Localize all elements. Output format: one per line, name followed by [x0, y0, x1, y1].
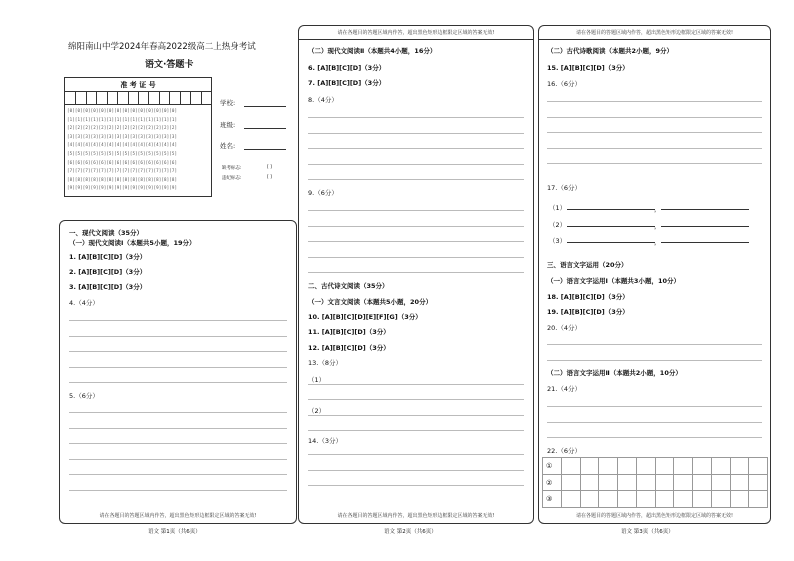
question-17: 17.（6分） [547, 184, 581, 192]
blank-3-label: （3） [549, 237, 567, 245]
grid-cell[interactable] [561, 457, 581, 475]
question-5: 5.（6分） [69, 392, 99, 400]
answer-line[interactable] [308, 133, 524, 134]
grid-cell[interactable] [748, 457, 768, 475]
answer-line[interactable] [547, 101, 762, 102]
grid-row-label: ② [542, 474, 562, 492]
question-11[interactable]: 11. [A][B][C][D]（3分） [308, 328, 390, 336]
grid-cell[interactable] [692, 474, 712, 492]
grid-cell[interactable] [598, 490, 618, 508]
answer-line[interactable] [69, 367, 287, 368]
section-language: 三、语言文字运用（20分） [547, 261, 628, 269]
question-18[interactable]: 18. [A][B][C][D]（3分） [547, 293, 629, 301]
admit-number-label: 准 考 证 号 [120, 81, 156, 89]
sub-poetry-reading: （二）古代诗歌阅读（本题共2小题，9分） [547, 47, 674, 55]
grid-cell[interactable] [655, 474, 675, 492]
grid-cell[interactable] [748, 490, 768, 508]
section-modern-reading: 一、现代文阅读（35分） [69, 229, 144, 237]
violation-mark-label: 违纪标志: [222, 176, 242, 181]
answer-line[interactable] [308, 164, 524, 165]
grid-cell[interactable] [711, 474, 731, 492]
question-10[interactable]: 10. [A][B][C][D][E][F][G]（3分） [308, 313, 422, 321]
digit-row[interactable]: [2][2][2][2][2][2][2][2][2][2][2][2][2][2] [67, 125, 178, 131]
bottom-notice: 请在各题目的答题区域内作答，超出黑色矩形边框限定区域的答案无效! [575, 513, 733, 519]
answer-line[interactable] [69, 459, 287, 460]
admit-cell-divider [86, 92, 87, 104]
admit-cell-divider [148, 92, 149, 104]
grid-cell[interactable] [730, 457, 750, 475]
answer-line[interactable] [69, 474, 287, 475]
question-21: 21.（4分） [547, 385, 581, 393]
comma: ， [654, 222, 661, 230]
answer-line[interactable] [308, 470, 524, 471]
sub-language-2: （二）语言文字运用Ⅱ（本题共2小题，10分） [547, 369, 682, 377]
sub-modern-reading-2: （二）现代文阅读Ⅱ（本题共4小题，16分） [308, 47, 437, 55]
answer-line[interactable] [308, 148, 524, 149]
question-7[interactable]: 7. [A][B][C][D]（3分） [308, 79, 386, 87]
violation-mark-box[interactable]: [ ] [267, 175, 272, 180]
blank-underline[interactable] [661, 226, 749, 227]
grid-cell[interactable] [673, 474, 693, 492]
answer-line[interactable] [308, 272, 524, 273]
answer-line[interactable] [308, 415, 524, 416]
grid-cell[interactable] [730, 474, 750, 492]
admit-digit-grid[interactable] [67, 108, 209, 194]
question-15[interactable]: 15. [A][B][C][D]（3分） [547, 64, 629, 72]
class-label: 班级: [220, 121, 236, 129]
grid-cell[interactable] [598, 457, 618, 475]
grid-cell[interactable] [655, 457, 675, 475]
question-8: 8.（4分） [308, 96, 338, 104]
answer-line[interactable] [547, 360, 762, 361]
admit-cell-divider [190, 92, 191, 104]
grid-cell[interactable] [673, 490, 693, 508]
digit-row[interactable]: [0][0][0][0][0][0][0][0][0][0][0][0][0][0] [67, 108, 178, 113]
answer-line[interactable] [69, 443, 287, 444]
digit-row[interactable]: [5][5][5][5][5][5][5][5][5][5][5][5][5][5] [67, 151, 178, 156]
top-notice: 请在各题目的答题区域内作答，超出黑色矩形边框限定区域的答案无效! [337, 30, 495, 36]
question-6[interactable]: 6. [A][B][C][D]（3分） [308, 64, 386, 72]
answer-panel-2 [298, 25, 534, 524]
blank-2-label: （2） [549, 221, 567, 229]
question-22: 22.（6分） [547, 447, 581, 455]
answer-line[interactable] [547, 406, 762, 407]
answer-line[interactable] [547, 163, 762, 164]
question-2[interactable]: 2. [A][B][C][D]（3分） [69, 268, 147, 276]
name-label: 姓名: [220, 142, 236, 150]
answer-line[interactable] [308, 210, 524, 211]
question-1[interactable]: 1. [A][B][C][D]（3分） [69, 253, 147, 261]
sub-language-1: （一）语言文字运用Ⅰ（本题共3小题，10分） [547, 277, 680, 285]
blank-1-label: （1） [549, 204, 567, 212]
answer-line[interactable] [69, 351, 287, 352]
grid-cell[interactable] [636, 474, 656, 492]
grid-cell[interactable] [636, 490, 656, 508]
name-field[interactable] [244, 149, 286, 150]
grid-cell[interactable] [561, 474, 581, 492]
question-13-part-2: （2） [308, 407, 326, 415]
answer-line[interactable] [308, 430, 524, 431]
answer-line[interactable] [69, 428, 287, 429]
admit-cell-divider [128, 92, 129, 104]
blank-underline[interactable] [661, 209, 749, 210]
question-22-grid[interactable] [542, 457, 767, 507]
blank-underline[interactable] [567, 209, 655, 210]
question-13: 13.（8分） [308, 359, 342, 367]
exam-title: 绵阳南山中学2024年春高2022级高二上热身考试 [68, 42, 256, 52]
bottom-notice: 请在各题目的答题区域内作答，超出黑色矩形边框限定区域的答案无效! [337, 513, 495, 519]
question-3[interactable]: 3. [A][B][C][D]（3分） [69, 283, 147, 291]
admit-number-cells[interactable] [65, 91, 211, 105]
digit-row[interactable]: [3][3][3][3][3][3][3][3][3][3][3][3][3][3] [67, 133, 178, 139]
answer-line[interactable] [69, 490, 287, 491]
page-footer-3: 语文 第3页（共6页） [621, 529, 674, 535]
blank-underline[interactable] [567, 226, 655, 227]
admit-cell-divider [138, 92, 139, 104]
question-13-part-1: （1） [308, 376, 326, 384]
question-9: 9.（6分） [308, 189, 338, 197]
grid-cell[interactable] [580, 457, 600, 475]
answer-line[interactable] [547, 117, 762, 118]
grid-cell[interactable] [692, 490, 712, 508]
section-classical: 二、古代诗文阅读（35分） [308, 282, 389, 290]
answer-line[interactable] [69, 320, 287, 321]
class-field[interactable] [244, 128, 286, 129]
admit-cell-divider [159, 92, 160, 104]
answer-line[interactable] [69, 412, 287, 413]
comma: ， [654, 238, 661, 246]
answer-line[interactable] [308, 179, 524, 180]
admit-cell-divider [75, 92, 76, 104]
grid-cell[interactable] [748, 474, 768, 492]
grid-cell[interactable] [598, 474, 618, 492]
grid-cell[interactable] [636, 457, 656, 475]
grid-cell[interactable] [655, 490, 675, 508]
question-16: 16.（6分） [547, 80, 581, 88]
admit-cell-divider [117, 92, 118, 104]
answer-line[interactable] [308, 226, 524, 227]
blank-underline[interactable] [567, 242, 655, 243]
grid-cell[interactable] [730, 490, 750, 508]
sub-modern-reading-1: （一）现代文阅读Ⅰ（本题共5小题，19分） [69, 239, 196, 247]
grid-cell[interactable] [580, 474, 600, 492]
top-notice: 请在各题目的答题区域内作答，超出黑色矩形边框限定区域的答案无效! [575, 30, 733, 36]
admit-cell-divider [201, 92, 202, 104]
bottom-notice: 请在各题目的答题区域内作答，超出黑色矩形边框限定区域的答案无效! [99, 513, 257, 519]
digit-row[interactable]: [6][6][6][6][6][6][6][6][6][6][6][6][6][6] [67, 159, 178, 165]
answer-panel-1 [59, 220, 297, 524]
admit-cell-divider [107, 92, 108, 104]
answer-line[interactable] [308, 117, 524, 118]
answer-line[interactable] [547, 437, 762, 438]
question-19[interactable]: 19. [A][B][C][D]（3分） [547, 308, 629, 316]
question-20: 20.（4分） [547, 324, 581, 332]
grid-cell[interactable] [673, 457, 693, 475]
school-label: 学校: [220, 99, 236, 107]
answer-line[interactable] [547, 148, 762, 149]
comma: ， [654, 205, 661, 213]
absent-mark-label: 缺考标志: [222, 166, 242, 171]
answer-line[interactable] [547, 344, 762, 345]
question-4: 4.（4分） [69, 299, 99, 307]
answer-line[interactable] [547, 132, 762, 133]
grid-cell[interactable] [711, 490, 731, 508]
sub-classical-prose: （一）文言文阅读（本题共5小题，20分） [308, 298, 433, 306]
subject-title: 语文·答题卡 [145, 60, 194, 70]
answer-line[interactable] [308, 454, 524, 455]
answer-panel-3 [538, 25, 771, 524]
answer-line[interactable] [308, 241, 524, 242]
grid-cell[interactable] [711, 457, 731, 475]
answer-line[interactable] [308, 399, 524, 400]
school-field[interactable] [244, 106, 286, 107]
digit-row[interactable]: [8][8][8][8][8][8][8][8][8][8][8][8][8][8] [67, 176, 178, 182]
answer-line[interactable] [308, 257, 524, 258]
admit-cell-divider [180, 92, 181, 104]
digit-row[interactable]: [9][9][9][9][9][9][9][9][9][9][9][9][9][9] [67, 185, 178, 191]
question-14: 14.（3分） [308, 437, 342, 445]
answer-line[interactable] [69, 336, 287, 337]
question-12[interactable]: 12. [A][B][C][D]（3分） [308, 344, 390, 352]
grid-cell[interactable] [561, 490, 581, 508]
blank-underline[interactable] [661, 242, 749, 243]
digit-row[interactable]: [4][4][4][4][4][4][4][4][4][4][4][4][4][4] [67, 142, 178, 148]
grid-cell[interactable] [617, 474, 637, 492]
grid-row-label: ① [542, 457, 562, 475]
grid-cell[interactable] [617, 490, 637, 508]
grid-cell[interactable] [580, 490, 600, 508]
grid-row-label: ③ [542, 490, 562, 508]
grid-cell[interactable] [617, 457, 637, 475]
grid-cell[interactable] [692, 457, 712, 475]
answer-line[interactable] [547, 422, 762, 423]
answer-line[interactable] [69, 382, 287, 383]
answer-line[interactable] [308, 485, 524, 486]
page-footer-1: 语文 第1页（共6页） [148, 529, 201, 535]
answer-line[interactable] [308, 384, 524, 385]
absent-mark-box[interactable]: [ ] [267, 165, 272, 170]
digit-row[interactable]: [1][1][1][1][1][1][1][1][1][1][1][1][1][1] [67, 116, 178, 122]
digit-row[interactable]: [7][7][7][7][7][7][7][7][7][7][7][7][7][7] [67, 168, 178, 174]
page-footer-2: 语文 第2页（共6页） [384, 529, 437, 535]
admit-number-box [64, 77, 212, 197]
admit-cell-divider [96, 92, 97, 104]
admit-cell-divider [169, 92, 170, 104]
